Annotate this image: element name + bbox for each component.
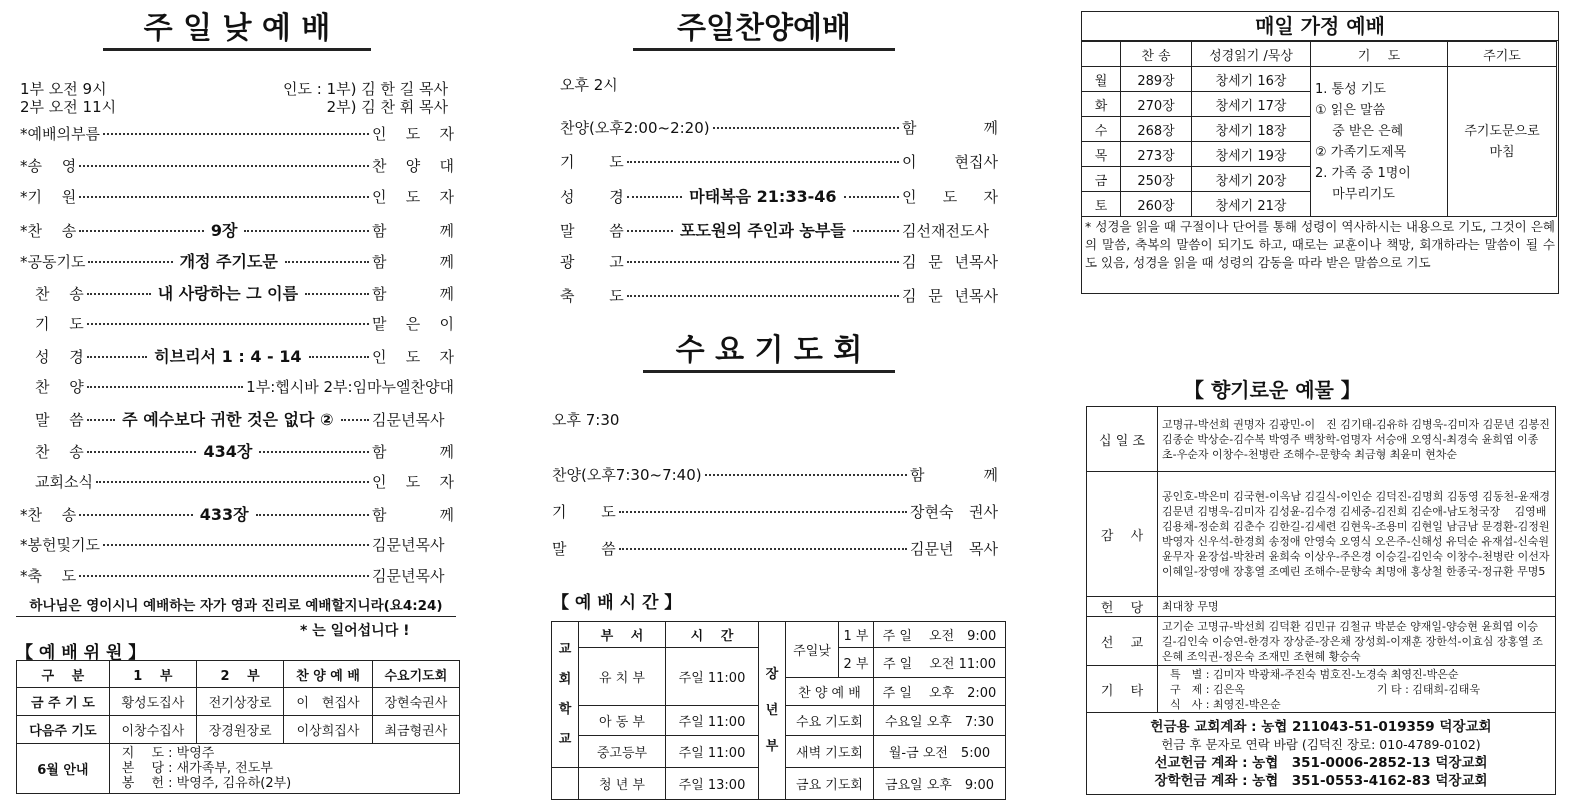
order-item-label: *찬 송 bbox=[20, 506, 77, 525]
order-item-label: *봉헌및기도 bbox=[20, 535, 100, 554]
order-item-label: 말 씀 bbox=[560, 221, 624, 240]
daily-cell: 화 bbox=[1082, 92, 1121, 117]
leader-1: 인도 : 1부) 김 한 길 목사 bbox=[283, 80, 448, 98]
offering-names: 고기순 고명규-박선희 김덕환 김민규 김철규 박분순 양재일-양승현 윤희엽 이승길-김인숙 이승연-한경자 장상준-장은채 장성희-이재훈 장한석-이효심 장홍열 조은혜 조익권-정은숙 조재민 조현혜 황승숙 bbox=[1158, 617, 1556, 666]
order-item-label: 말 씀 bbox=[20, 411, 84, 430]
leader-dots bbox=[619, 548, 907, 550]
order-item-person: 김문년 목사 bbox=[910, 540, 998, 558]
committee-header: 2 부 bbox=[197, 661, 284, 688]
leader-dots bbox=[305, 293, 369, 295]
lords-prayer-note: 주기도문으로 마침 bbox=[1448, 67, 1557, 217]
leader-dots bbox=[79, 165, 369, 167]
prayer-line: ① 읽은 말씀 bbox=[1315, 102, 1386, 118]
daily-cell: 창세기 16장 bbox=[1192, 67, 1311, 92]
leader-dots bbox=[87, 419, 115, 421]
prayer-line: 1. 통성 기도 bbox=[1315, 81, 1386, 97]
order-item-label: 찬양(오후7:30~7:40) bbox=[552, 466, 702, 484]
sunday-service-title: 주 일 낮 예 배 bbox=[103, 10, 371, 51]
order-item-person: 김문년목사 bbox=[372, 567, 445, 586]
time-header: 시 간 bbox=[666, 622, 759, 648]
accounts bbox=[1087, 718, 1555, 790]
adult-label: 장 년 부 bbox=[759, 622, 786, 800]
leader-dots bbox=[103, 133, 369, 135]
order-item bbox=[560, 117, 998, 138]
leader-dots bbox=[309, 356, 370, 358]
leader-dots bbox=[627, 161, 899, 163]
scripture-verse: 하나님은 영이시니 예배하는 자가 영과 진리로 예배할지니라(요4:24) bbox=[16, 597, 456, 617]
order-item-person: 맡 은 이 bbox=[372, 314, 454, 333]
order-item bbox=[20, 155, 454, 176]
leader-dots bbox=[341, 419, 369, 421]
leader-dots bbox=[79, 575, 369, 577]
prayer-line: 마무리기도 bbox=[1315, 186, 1395, 202]
daily-cell: 260장 bbox=[1121, 192, 1192, 217]
committee-cell: 다음주 기도 bbox=[17, 716, 110, 744]
committee-cell: 황성도집사 bbox=[109, 688, 196, 716]
order-item-detail: 포도원의 주인과 농부들 bbox=[680, 220, 846, 240]
schedule-cell: 수요일 오후 7:30 bbox=[874, 706, 1006, 736]
order-item-label: *송 영 bbox=[20, 156, 77, 175]
order-item-label: 성 경 bbox=[20, 348, 84, 367]
leader-dots bbox=[256, 514, 369, 516]
order-item-detail: 434장 bbox=[203, 442, 253, 461]
leader-dots bbox=[627, 295, 899, 297]
schedule-cell: 새벽 기도회 bbox=[786, 736, 874, 768]
daily-cell: 창세기 21장 bbox=[1192, 192, 1311, 217]
offering-label: 십 일 조 bbox=[1087, 407, 1158, 472]
daily-cell: 창세기 19장 bbox=[1192, 142, 1311, 167]
order-item bbox=[552, 501, 998, 522]
order-item bbox=[20, 565, 454, 586]
order-item-label: 찬 송 bbox=[20, 285, 84, 303]
committee-cell: 전기상장로 bbox=[197, 688, 284, 716]
order-item bbox=[560, 285, 998, 306]
leader-dots bbox=[844, 196, 900, 198]
committee-title: 【 예 배 위 원 】 bbox=[16, 643, 146, 663]
order-item-person: 인 도 자 bbox=[902, 188, 999, 206]
order-item bbox=[20, 376, 454, 397]
order-item-detail: 마태복음 21:33-46 bbox=[689, 187, 837, 206]
table-row bbox=[1087, 407, 1556, 472]
schedule-cell: 찬 양 예 배 bbox=[786, 678, 874, 706]
prayer-line: ② 가족기도제목 bbox=[1315, 144, 1407, 160]
daily-cell: 창세기 17장 bbox=[1192, 92, 1311, 117]
wednesday-prayer-title: 수 요 기 도 회 bbox=[643, 332, 895, 373]
leader-dots bbox=[87, 323, 369, 325]
prayer-line: 2. 가족 중 1명이 bbox=[1315, 165, 1411, 181]
account-note: 헌금 후 문자로 연락 바람 (김덕진 장로: 010-4789-0102) bbox=[1161, 737, 1481, 752]
order-item bbox=[20, 534, 454, 555]
order-item-person: 김선재전도사 bbox=[902, 221, 989, 240]
order-item bbox=[20, 218, 454, 241]
schedule-cell: 주 일 오전 11:00 bbox=[874, 648, 1006, 678]
service-times bbox=[20, 80, 116, 116]
order-item-detail: 9장 bbox=[210, 220, 238, 240]
daily-cell: 250장 bbox=[1121, 167, 1192, 192]
schedule-cell: 아 동 부 bbox=[579, 706, 666, 736]
scholarship-account: 장학헌금 계좌 : 농협 351-0553-4162-83 덕장교회 bbox=[1154, 773, 1488, 789]
june-line: 본 당 : 새가족부, 전도부 bbox=[121, 761, 273, 776]
table-row bbox=[17, 688, 460, 716]
order-item-label: 말 씀 bbox=[552, 540, 616, 558]
committee-header: 찬 양 예 배 bbox=[284, 661, 372, 688]
order-item bbox=[560, 251, 998, 272]
order-item-person: 김문년목사 bbox=[372, 535, 445, 554]
daily-worship-table bbox=[1081, 41, 1557, 217]
order-item bbox=[20, 439, 454, 462]
schedule-cell: 주일 13:00 bbox=[666, 768, 759, 800]
leader-dots bbox=[705, 474, 907, 476]
schedule-cell: 금요일 오후 9:00 bbox=[874, 768, 1006, 800]
leader-dots bbox=[87, 386, 243, 388]
daily-cell: 268장 bbox=[1121, 117, 1192, 142]
leader-dots bbox=[627, 230, 673, 232]
stand-note: * 는 일어섭니다 ! bbox=[300, 623, 410, 639]
church-account: 헌금용 교회계좌 : 농협 211043-51-019359 덕장교회 bbox=[1150, 719, 1492, 735]
leader-dots bbox=[88, 261, 172, 263]
leader-dots bbox=[96, 481, 369, 483]
order-item-person: 함 께 bbox=[372, 253, 454, 272]
offering-label: 감 사 bbox=[1087, 472, 1158, 597]
order-item-label: 찬 양 bbox=[20, 377, 84, 396]
schedule-cell: 월-금 오전 5:00 bbox=[874, 736, 1006, 768]
committee-cell: 이창수집사 bbox=[109, 716, 196, 744]
order-item-person: 1부:헵시바 2부:임마누엘찬양대 bbox=[246, 377, 454, 396]
offering-table bbox=[1086, 406, 1556, 713]
table-row bbox=[17, 744, 460, 794]
order-item-person: 인 도 자 bbox=[372, 348, 454, 367]
committee-cell: 이 현집사 bbox=[284, 688, 372, 716]
daily-worship-box bbox=[1081, 11, 1559, 294]
order-item-detail: 주 예수보다 귀한 것은 없다 ② bbox=[122, 410, 334, 430]
order-item-label: 축 도 bbox=[560, 286, 624, 305]
daily-cell: 270장 bbox=[1121, 92, 1192, 117]
committee-table bbox=[16, 660, 460, 794]
offering-line: 특 별 : 김미자 박광채-주진숙 범호진-노경숙 최영진-박은순 bbox=[1170, 667, 1459, 681]
committee-header: 구 분 bbox=[17, 661, 110, 688]
offering-line: 식 사 : 최영진-박은순 bbox=[1170, 697, 1281, 711]
june-line: 봉 헌 : 박영주, 김유하(2부) bbox=[121, 776, 292, 791]
order-item-person: 김 문 년목사 bbox=[902, 253, 998, 271]
order-item-label: *기 원 bbox=[20, 188, 77, 207]
daily-header: 성경읽기 /묵상 bbox=[1192, 42, 1311, 67]
mission-account: 선교헌금 계좌 : 농협 351-0006-2852-13 덕장교회 bbox=[1154, 755, 1488, 771]
order-item-label: *찬 송 bbox=[20, 221, 77, 240]
prayer-guide bbox=[1311, 67, 1448, 217]
order-item-person: 이 현집사 bbox=[902, 152, 998, 171]
order-item-person: 인 도 자 bbox=[372, 472, 454, 491]
offering-names: 고명규-박선희 권명자 김광민-이 진 김기태-김유하 김병욱-김미자 김문년 김봉진 김종순 박상순-김수복 박영주 백창학-엄명자 서승애 오영식-최경숙 윤희엽 이종초-우순자 이창수-천병란 조해수-문향숙 최금형 최윤미 현차순 bbox=[1158, 407, 1556, 472]
order-item-label: 교회소식 bbox=[20, 472, 93, 491]
order-item bbox=[20, 186, 454, 207]
table-row bbox=[1087, 597, 1556, 617]
daily-header bbox=[1082, 42, 1121, 67]
leader-dots bbox=[103, 544, 369, 546]
wednesday-time: 오후 7:30 bbox=[552, 411, 620, 429]
leader-dots bbox=[87, 356, 148, 358]
committee-cell: 금 주 기 도 bbox=[17, 688, 110, 716]
schedule-cell: 청 년 부 bbox=[579, 768, 666, 800]
daily-header: 기 도 bbox=[1311, 42, 1448, 67]
order-item-label: 찬양(오후2:00~2:20) bbox=[560, 119, 710, 137]
daily-worship-title: 매일 가정 예배 bbox=[1082, 12, 1558, 41]
order-item-label: *예배의부름 bbox=[20, 125, 100, 143]
schedule-cell: 수요 기도회 bbox=[786, 706, 874, 736]
leader-dots bbox=[87, 451, 197, 453]
leader-dots bbox=[79, 514, 192, 516]
daily-cell: 273장 bbox=[1121, 142, 1192, 167]
leader-dots bbox=[627, 196, 683, 198]
order-item-label: *공동기도 bbox=[20, 253, 86, 272]
committee-cell: 장경원장로 bbox=[197, 716, 284, 744]
leader-dots bbox=[853, 230, 899, 232]
order-item bbox=[20, 281, 454, 304]
offering-box bbox=[1086, 406, 1556, 795]
leader-dots bbox=[627, 261, 899, 263]
schedule-cell: 주일 11:00 bbox=[666, 706, 759, 736]
order-item-person: 인 도 자 bbox=[372, 188, 454, 207]
order-item bbox=[560, 184, 998, 207]
praise-service-time: 오후 2시 bbox=[560, 76, 618, 94]
table-row bbox=[1087, 666, 1556, 713]
daily-header: 주기도 bbox=[1448, 42, 1557, 67]
daily-note: * 성경을 읽을 때 구절이나 단어를 통해 성령이 역사하시는 내용으로 기도, 그것이 은혜의 말씀, 축복의 말씀이 되기도 하고, 때로는 교훈이나 책망, 회개하라는 말씀이 될 수도 있음, 성경을 읽을 때 성령의 감동을 따라 받은 말씀으로 기도 bbox=[1085, 219, 1555, 270]
leader-dots bbox=[79, 196, 369, 198]
dept-header: 부 서 bbox=[579, 622, 666, 648]
order-item bbox=[20, 344, 454, 367]
offering-label: 헌 당 bbox=[1087, 597, 1158, 617]
committee-header: 수요기도회 bbox=[372, 661, 459, 688]
order-item-label: *축 도 bbox=[20, 567, 77, 586]
sunday-label: 주일낮 bbox=[786, 622, 839, 678]
order-item-person: 함 께 bbox=[372, 285, 455, 303]
leader-dots bbox=[244, 230, 369, 232]
committee-header: 1 부 bbox=[109, 661, 196, 688]
service-leaders bbox=[250, 80, 448, 116]
order-item bbox=[560, 218, 998, 241]
order-item-person: 김 문 년목사 bbox=[902, 286, 998, 305]
june-line: 지 도 : 박영주 bbox=[121, 746, 215, 761]
order-item-person: 함 께 bbox=[910, 466, 998, 484]
leader-2: 2부) 김 찬 휘 목사 bbox=[326, 98, 448, 116]
offering-names bbox=[1158, 666, 1556, 713]
service-time-2: 2부 오전 11시 bbox=[20, 98, 117, 116]
service-time-1: 1부 오전 9시 bbox=[20, 80, 107, 98]
leader-dots bbox=[259, 451, 369, 453]
committee-header-row bbox=[17, 661, 460, 688]
daily-cell: 월 bbox=[1082, 67, 1121, 92]
order-item bbox=[560, 151, 998, 172]
schedule-cell: 유 치 부 bbox=[579, 648, 666, 706]
order-item-person: 함 께 bbox=[372, 443, 455, 461]
order-item-label: 기 도 bbox=[20, 314, 84, 333]
table-row bbox=[17, 716, 460, 744]
order-item-person: 장현숙 권사 bbox=[910, 503, 998, 521]
schedule-table bbox=[551, 621, 1006, 800]
table-row bbox=[1087, 617, 1556, 666]
table-row bbox=[1087, 472, 1556, 597]
praise-service-title: 주일찬양예배 bbox=[633, 10, 895, 51]
prayer-line: 중 받은 은혜 bbox=[1315, 123, 1404, 139]
offering-names: 최대창 무명 bbox=[1158, 597, 1556, 617]
table-row bbox=[1082, 67, 1557, 92]
order-item bbox=[20, 123, 454, 144]
order-item bbox=[20, 407, 454, 430]
committee-cell: 장현숙권사 bbox=[372, 688, 459, 716]
offering-names: 공인호-박은미 김국현-이옥남 김길식-이인순 김덕진-김명희 김동영 김동천-윤재경 김문년 김병욱-김미자 김성윤-김수경 김세중-김진희 김순애-남도청국장 김영배 김용채-정순희 김춘수 김한길-김세련 김현욱-조용미 김현일 남금남 문경환-김정원 박영자 신우석-한경희 송정애 안영숙 오영식 오은주-신해성 유덕순 유재섭-신숙원 윤무자 윤장섭-박찬려 윤희숙 이상우-주은경 이승길-김인숙 이창수-천병란 이선자 이혜일-장영애 장홍열 조예린 조해수-문향숙 최명애 홍상철 한종국-정규환 무명5 bbox=[1158, 472, 1556, 597]
order-item-label: 성 경 bbox=[560, 188, 624, 206]
order-item-detail: 내 사랑하는 그 이름 bbox=[157, 284, 299, 303]
daily-header: 찬 송 bbox=[1121, 42, 1192, 67]
order-item bbox=[20, 249, 454, 272]
schedule-cell: 1 부 bbox=[839, 622, 874, 648]
daily-cell: 창세기 18장 bbox=[1192, 117, 1311, 142]
daily-cell: 수 bbox=[1082, 117, 1121, 142]
schedule-cell: 주일 11:00 bbox=[666, 648, 759, 706]
order-item-label: 기 도 bbox=[560, 152, 624, 171]
daily-cell: 목 bbox=[1082, 142, 1121, 167]
leader-dots bbox=[285, 261, 369, 263]
schedule-cell: 주 일 오전 9:00 bbox=[874, 622, 1006, 648]
schedule-cell: 주일 11:00 bbox=[666, 736, 759, 768]
committee-cell: 최금형권사 bbox=[372, 716, 459, 744]
june-label: 6월 안내 bbox=[17, 744, 110, 794]
offering-line: 구 제 : 김은옥 기 타 : 김태희-김태욱 bbox=[1170, 682, 1481, 696]
order-item-person: 김문년목사 bbox=[372, 411, 445, 430]
daily-cell: 289장 bbox=[1121, 67, 1192, 92]
schedule-cell: 주 일 오후 2:00 bbox=[874, 678, 1006, 706]
order-item bbox=[20, 502, 454, 525]
school-label: 교 회 학 교 bbox=[552, 622, 579, 768]
daily-cell: 금 bbox=[1082, 167, 1121, 192]
offering-label: 선 교 bbox=[1087, 617, 1158, 666]
committee-cell: 이상희집사 bbox=[284, 716, 372, 744]
leader-dots bbox=[619, 511, 907, 513]
order-item-label: 찬 송 bbox=[20, 443, 84, 461]
daily-cell: 토 bbox=[1082, 192, 1121, 217]
order-item-label: 광 고 bbox=[560, 253, 624, 271]
order-item-person: 함 께 bbox=[372, 221, 454, 240]
offering-label: 기 타 bbox=[1087, 666, 1158, 713]
daily-cell: 창세기 20장 bbox=[1192, 167, 1311, 192]
order-item bbox=[20, 471, 454, 492]
schedule-cell: 중고등부 bbox=[579, 736, 666, 768]
order-item-person: 함 께 bbox=[372, 506, 455, 525]
order-item bbox=[552, 538, 998, 559]
june-info bbox=[109, 744, 459, 794]
schedule-cell: 금요 기도회 bbox=[786, 768, 874, 800]
offering-title: 【 향기로운 예물 】 bbox=[1184, 378, 1361, 402]
order-item-detail: 개정 주기도문 bbox=[179, 252, 278, 272]
order-item-detail: 433장 bbox=[199, 505, 249, 525]
order-item-label: 기 도 bbox=[552, 503, 616, 521]
order-item-person: 함 께 bbox=[902, 119, 998, 137]
schedule-title: 【 예 배 시 간 】 bbox=[552, 593, 682, 613]
leader-dots bbox=[713, 127, 899, 129]
order-item bbox=[20, 313, 454, 334]
leader-dots bbox=[87, 293, 151, 295]
order-item bbox=[552, 464, 998, 485]
leader-dots bbox=[79, 230, 204, 232]
order-item-person: 찬 양 대 bbox=[372, 156, 454, 175]
order-item-detail: 히브리서 1 : 4 - 14 bbox=[154, 347, 302, 367]
schedule-cell: 2 부 bbox=[839, 648, 874, 678]
order-item-person: 인 도 자 bbox=[372, 125, 454, 143]
